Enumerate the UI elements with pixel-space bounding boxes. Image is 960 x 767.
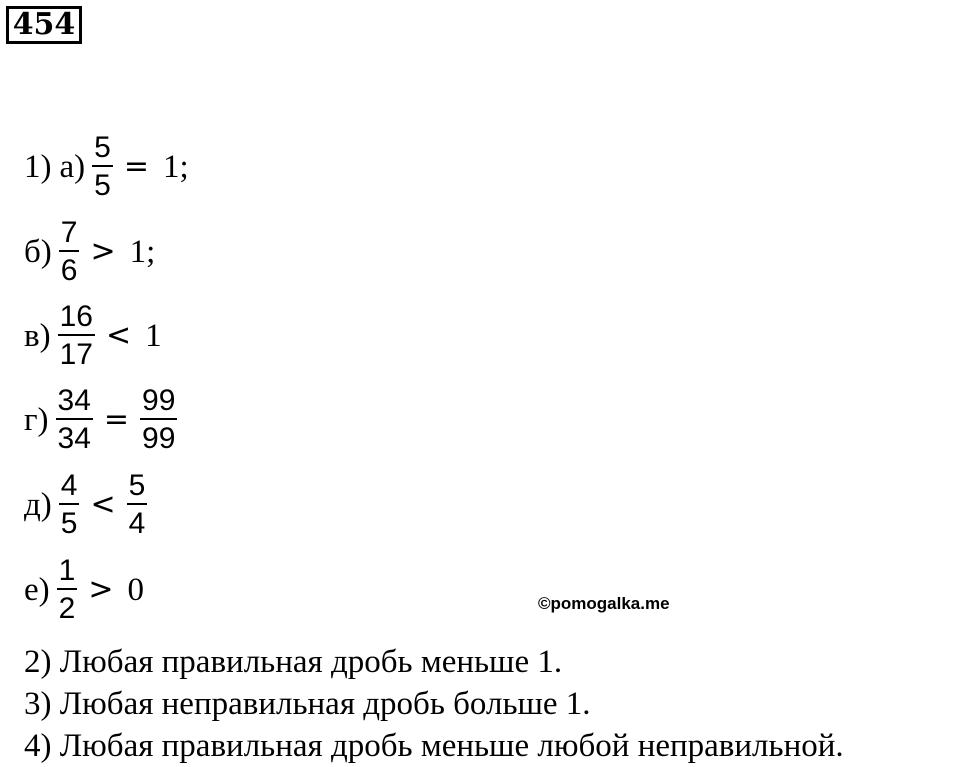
numerator: 7 — [60, 216, 78, 249]
denominator: 2 — [58, 592, 76, 625]
statement-3: 3) Любая неправильная дробь больше 1. — [24, 686, 591, 722]
fraction-right — [140, 386, 177, 454]
part-number: 1) — [24, 148, 52, 185]
denominator: 5 — [94, 169, 111, 202]
item-g — [24, 386, 180, 454]
right-side: 1; — [129, 233, 156, 270]
statement-4: 4) Любая правильная дробь меньше любой неправильной. — [24, 728, 844, 764]
right-side: 0 — [127, 571, 144, 608]
right-side: 1 — [145, 317, 162, 354]
numerator: 34 — [57, 384, 91, 417]
numerator: 1 — [58, 554, 76, 587]
numerator: 4 — [60, 469, 78, 502]
numerator: 99 — [142, 384, 176, 417]
operator: < — [105, 318, 132, 353]
fraction — [58, 302, 95, 370]
fraction — [59, 218, 80, 286]
numerator: 16 — [59, 300, 93, 333]
operator: > — [90, 234, 116, 269]
watermark: ©pomogalka.me — [538, 594, 670, 613]
operator: = — [123, 149, 149, 184]
numerator: 5 — [128, 469, 146, 502]
operator: = — [103, 402, 130, 437]
item-label: г) — [24, 401, 49, 438]
denominator: 17 — [59, 338, 93, 371]
item-b — [24, 218, 155, 286]
fraction — [92, 133, 113, 201]
fraction — [57, 556, 78, 624]
fraction — [59, 471, 80, 539]
problem-number: 454 — [6, 6, 82, 44]
item-label: д) — [24, 486, 52, 523]
right-side: 1; — [162, 148, 189, 185]
operator: > — [88, 572, 114, 607]
denominator: 6 — [60, 254, 78, 287]
fraction-right — [127, 471, 148, 539]
item-label: а) — [59, 148, 86, 185]
denominator: 4 — [128, 507, 146, 540]
item-e — [24, 556, 144, 624]
statement-2: 2) Любая правильная дробь меньше 1. — [24, 644, 563, 680]
item-label: в) — [24, 317, 51, 354]
item-v — [24, 302, 162, 370]
item-label: е) — [24, 571, 50, 608]
denominator: 99 — [142, 422, 176, 455]
denominator: 34 — [57, 422, 91, 455]
item-d — [24, 471, 150, 539]
operator: < — [90, 487, 116, 522]
item-label: б) — [24, 233, 52, 270]
fraction — [56, 386, 93, 454]
numerator: 5 — [94, 131, 111, 164]
denominator: 5 — [60, 507, 78, 540]
item-a — [24, 133, 189, 201]
